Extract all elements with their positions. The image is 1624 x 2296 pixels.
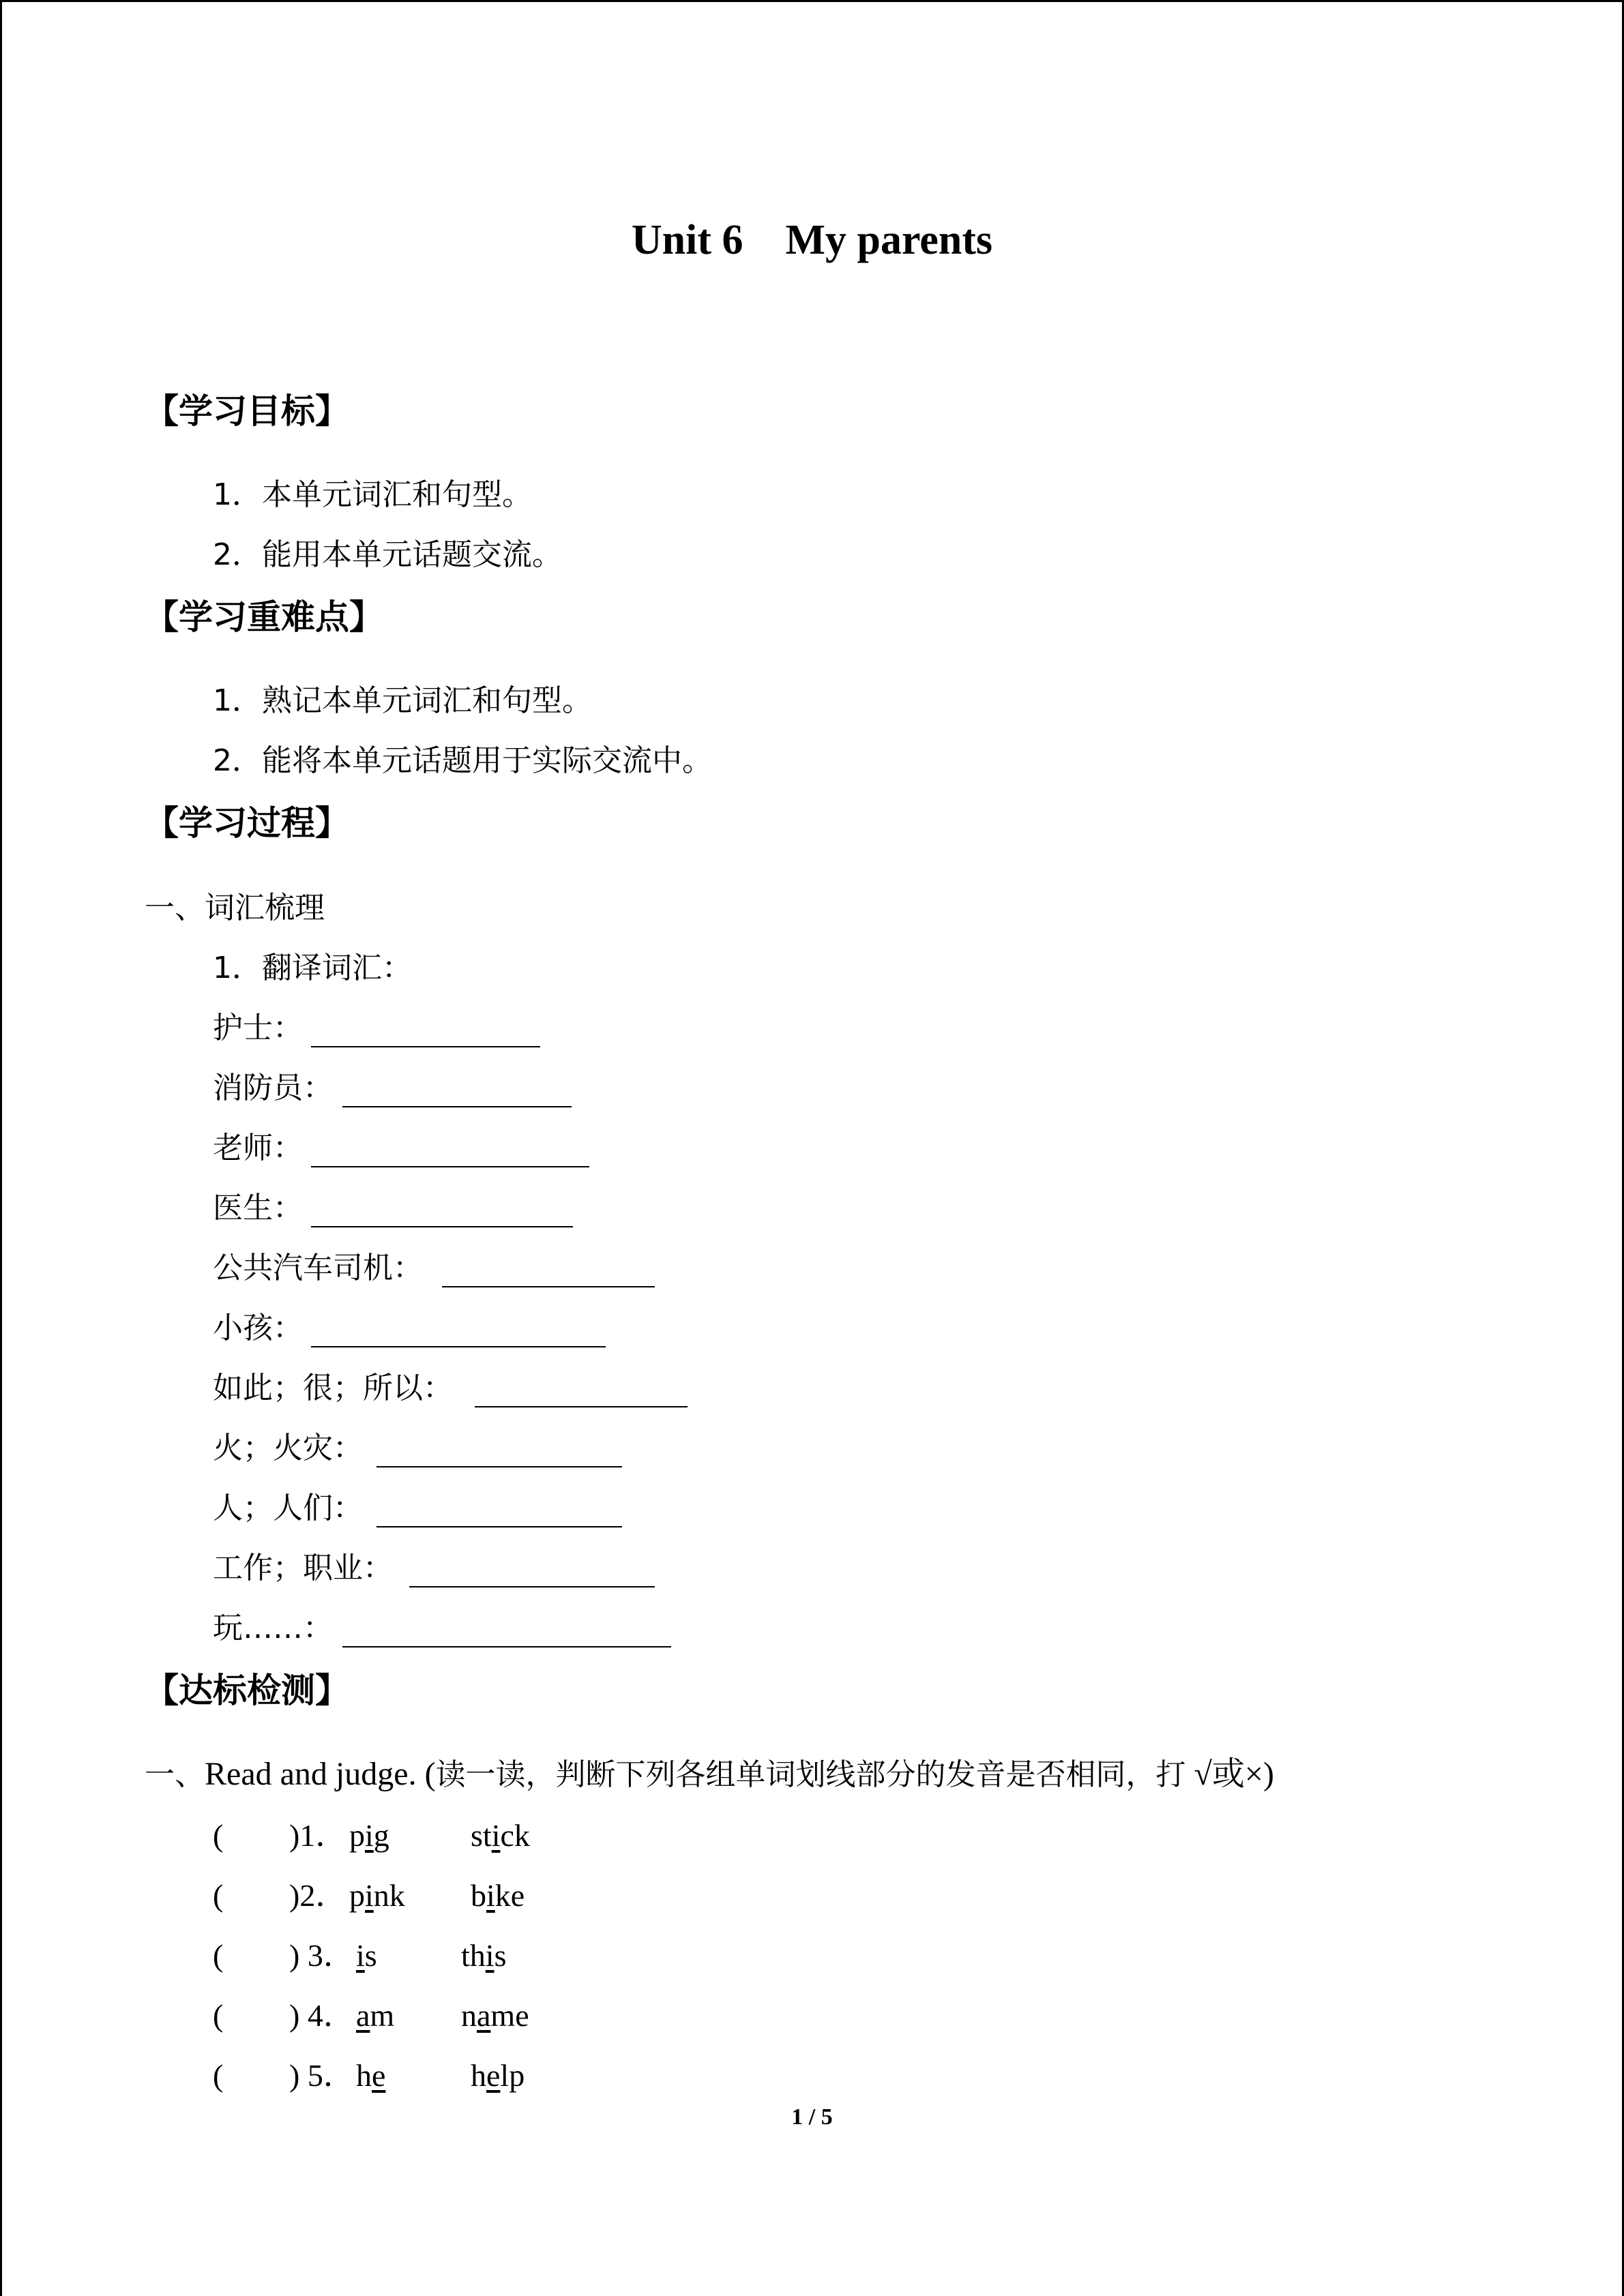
answer-paren-open[interactable]: ( xyxy=(213,1878,224,1913)
answer-blank[interactable] xyxy=(475,1406,688,1407)
question-number: )2． xyxy=(289,1878,347,1913)
test-instruction-en: Read and judge. ( xyxy=(205,1756,436,1792)
answer-blank[interactable] xyxy=(377,1466,622,1467)
answer-blank[interactable] xyxy=(377,1526,622,1527)
word-1: am xyxy=(356,1998,395,2033)
question-number: ) 4． xyxy=(289,1998,355,2033)
heading-goals: 【学习目标】 xyxy=(145,391,349,431)
page-number: 1 / 5 xyxy=(791,2104,833,2130)
question-number: ) 3． xyxy=(289,1938,355,1973)
vocab-item-bus-driver: 公共汽车司机： xyxy=(213,1251,423,1285)
answer-blank[interactable] xyxy=(311,1226,573,1227)
test-instruction-zh: 读一读，判断下列各组单词划线部分的发音是否相同，打 xyxy=(435,1757,1186,1792)
vocab-part-title: 一、词汇梳理 xyxy=(145,891,325,925)
word-1: pink xyxy=(349,1878,405,1913)
key-point-item-2: 2．能将本单元话题用于实际交流中。 xyxy=(213,743,712,778)
page-title: Unit 6 My parents xyxy=(631,217,993,263)
test-instruction-prefix: 一、 xyxy=(145,1757,205,1792)
vocab-item-so: 如此；很；所以： xyxy=(213,1371,453,1405)
word-2: stick xyxy=(471,1818,530,1853)
question-number: )1． xyxy=(289,1818,347,1853)
answer-blank[interactable] xyxy=(311,1346,606,1347)
vocab-item-play: 玩……： xyxy=(213,1611,333,1645)
word-1: he xyxy=(356,2058,386,2093)
key-point-item-1: 1．熟记本单元词汇和句型。 xyxy=(213,683,592,718)
test-instruction-marks: √或×) xyxy=(1194,1756,1274,1792)
goal-item-2: 2．能用本单元话题交流。 xyxy=(213,537,562,572)
vocab-item-child: 小孩： xyxy=(213,1311,303,1345)
answer-blank[interactable] xyxy=(342,1106,572,1107)
heading-process: 【学习过程】 xyxy=(145,803,349,843)
vocab-item-nurse: 护士： xyxy=(213,1011,303,1045)
heading-test: 【达标检测】 xyxy=(145,1671,349,1710)
word-2: name xyxy=(461,1998,529,2033)
answer-paren-open[interactable]: ( xyxy=(213,1938,224,1973)
vocab-task-title: 1．翻译词汇： xyxy=(213,951,412,985)
answer-blank[interactable] xyxy=(442,1286,655,1287)
answer-paren-open[interactable]: ( xyxy=(213,1818,224,1853)
goal-item-1: 1．本单元词汇和句型。 xyxy=(213,477,532,512)
word-2: bike xyxy=(471,1878,525,1913)
word-1: pig xyxy=(349,1818,389,1853)
test-instruction xyxy=(145,1754,1274,1795)
vocab-item-teacher: 老师： xyxy=(213,1131,303,1165)
vocab-item-job: 工作；职业： xyxy=(213,1551,393,1585)
vocab-item-firefighter: 消防员： xyxy=(213,1071,333,1105)
vocab-item-people: 人；人们： xyxy=(213,1491,363,1525)
vocab-item-fire: 火；火灾： xyxy=(213,1431,363,1465)
heading-key-points: 【学习重难点】 xyxy=(145,597,383,637)
word-1: is xyxy=(356,1938,377,1973)
answer-blank[interactable] xyxy=(342,1646,671,1648)
answer-paren-open[interactable]: ( xyxy=(213,2058,224,2093)
answer-blank[interactable] xyxy=(409,1586,655,1587)
question-number: ) 5． xyxy=(289,2058,355,2093)
page-border-top xyxy=(0,0,1624,2)
answer-blank[interactable] xyxy=(311,1046,540,1047)
page-border-left xyxy=(0,0,2,2296)
answer-paren-open[interactable]: ( xyxy=(213,1998,224,2033)
answer-blank[interactable] xyxy=(311,1166,589,1167)
vocab-item-doctor: 医生： xyxy=(213,1191,303,1225)
word-2: this xyxy=(461,1938,507,1973)
word-2: help xyxy=(471,2058,525,2093)
